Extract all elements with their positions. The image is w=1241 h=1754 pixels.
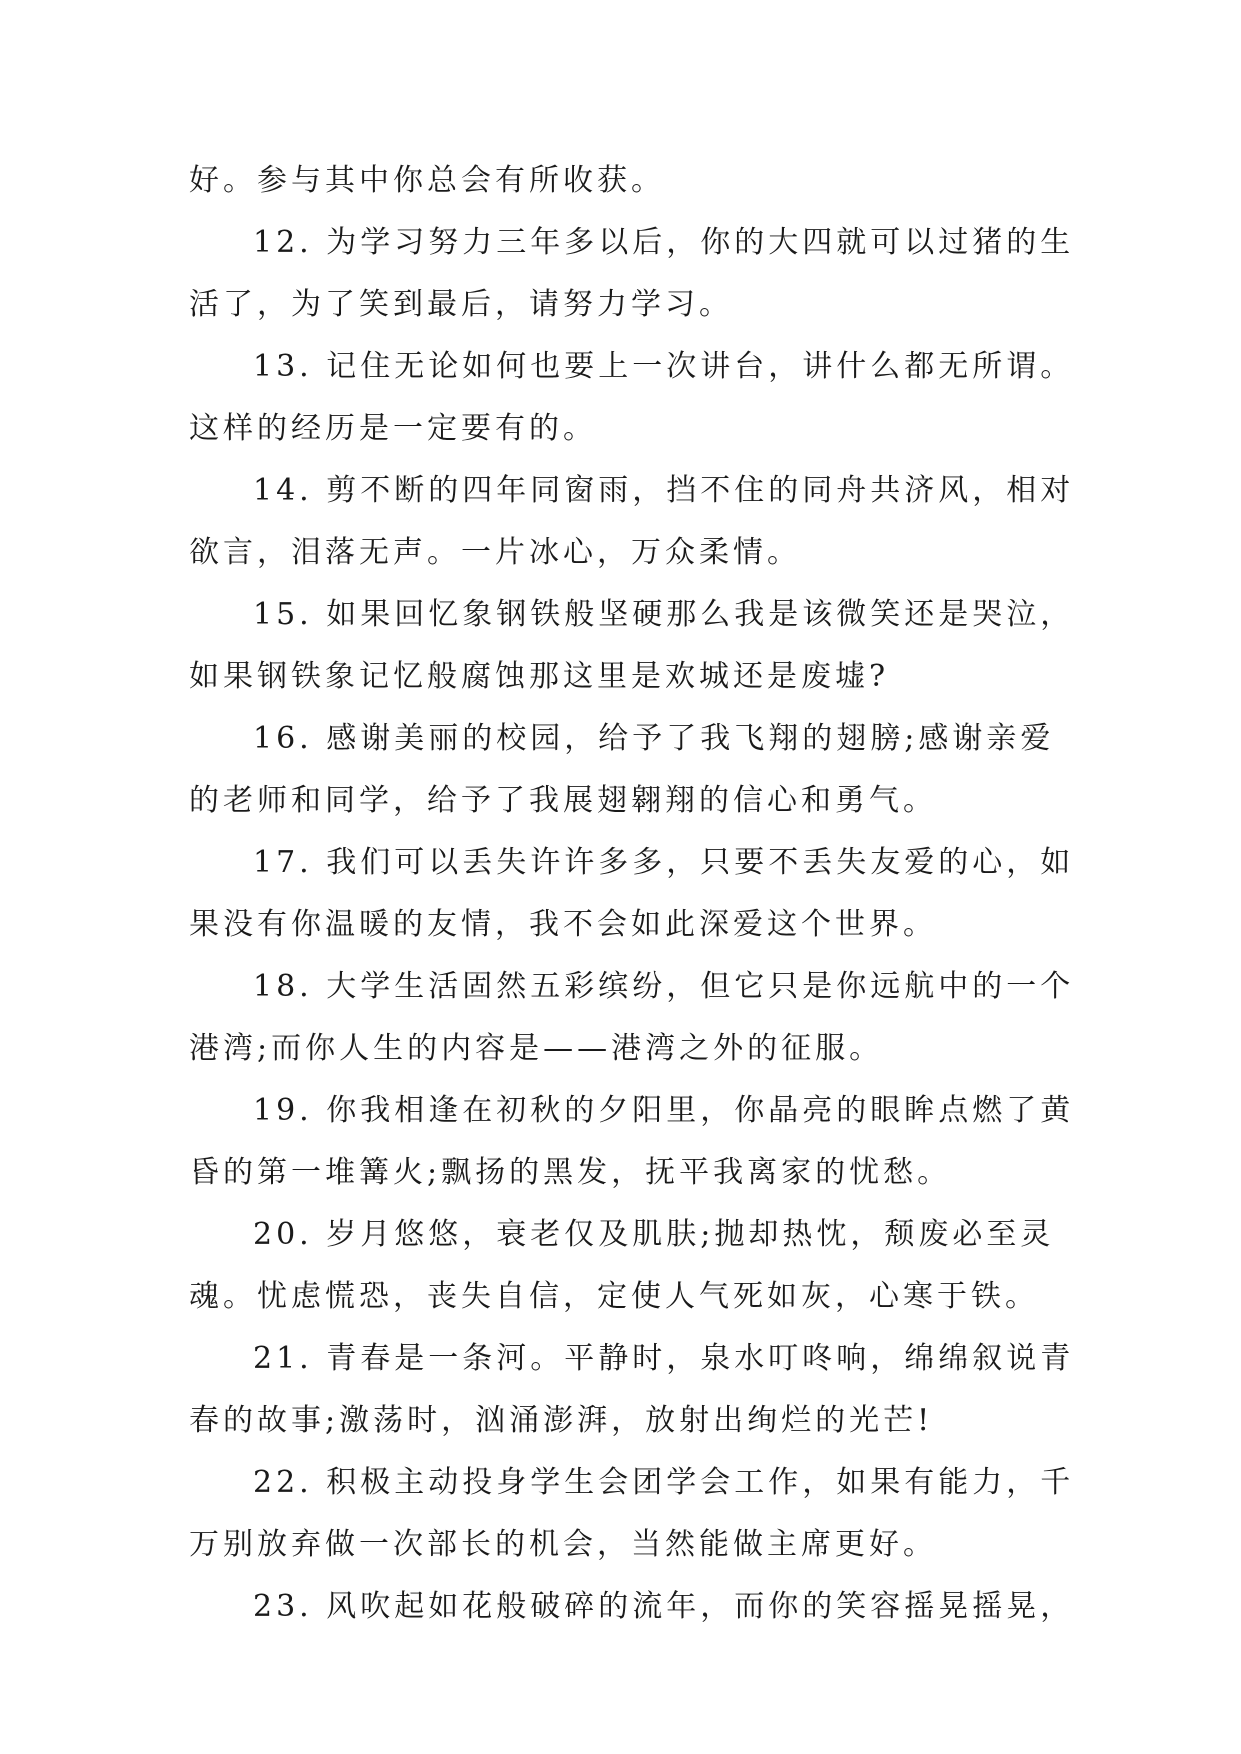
text-line: 20. 岁月悠悠，衰老仅及肌肤;抛却热忱，颓废必至灵 xyxy=(253,1217,1055,1252)
text-line: 15. 如果回忆象钢铁般坚硬那么我是该微笑还是哭泣， xyxy=(253,597,1075,632)
document-body xyxy=(189,150,1075,1638)
text-line: 12. 为学习努力三年多以后，你的大四就可以过猪的生 xyxy=(253,225,1075,260)
text-line: 14. 剪不断的四年同窗雨，挡不住的同舟共济风，相对 xyxy=(253,473,1075,508)
text-line: 好。参与其中你总会有所收获。 xyxy=(189,163,665,198)
text-line: 16. 感谢美丽的校园，给予了我飞翔的翅膀;感谢亲爱 xyxy=(253,721,1055,756)
text-line: 活了，为了笑到最后，请努力学习。 xyxy=(189,287,733,322)
text-line: 万别放弃做一次部长的机会，当然能做主席更好。 xyxy=(189,1527,937,1562)
text-line: 13. 记住无论如何也要上一次讲台，讲什么都无所谓。 xyxy=(253,349,1075,384)
text-line: 23. 风吹起如花般破碎的流年，而你的笑容摇晃摇晃， xyxy=(253,1589,1075,1624)
text-line: 魂。忧虑慌恐，丧失自信，定使人气死如灰，心寒于铁。 xyxy=(189,1279,1039,1314)
text-line: 昏的第一堆篝火;飘扬的黑发，抚平我离家的忧愁。 xyxy=(189,1155,952,1190)
text-line: 欲言，泪落无声。一片冰心，万众柔情。 xyxy=(189,535,801,570)
text-line: 果没有你温暖的友情，我不会如此深爱这个世界。 xyxy=(189,907,937,942)
text-line: 21. 青春是一条河。平静时，泉水叮咚响，绵绵叙说青 xyxy=(253,1341,1075,1376)
text-line: 的老师和同学，给予了我展翅翱翔的信心和勇气。 xyxy=(189,783,937,818)
text-line: 春的故事;激荡时，汹涌澎湃，放射出绚烂的光芒! xyxy=(189,1403,934,1438)
text-line: 港湾;而你人生的内容是——港湾之外的征服。 xyxy=(189,1031,884,1066)
text-line: 17. 我们可以丢失许许多多，只要不丢失友爱的心，如 xyxy=(253,845,1075,880)
text-line: 22. 积极主动投身学生会团学会工作，如果有能力，千 xyxy=(253,1465,1075,1500)
text-line: 这样的经历是一定要有的。 xyxy=(189,411,597,446)
text-line: 19. 你我相逢在初秋的夕阳里，你晶亮的眼眸点燃了黄 xyxy=(253,1093,1075,1128)
text-line: 18. 大学生活固然五彩缤纷，但它只是你远航中的一个 xyxy=(253,969,1075,1004)
text-line: 如果钢铁象记忆般腐蚀那这里是欢城还是废墟? xyxy=(189,659,890,694)
